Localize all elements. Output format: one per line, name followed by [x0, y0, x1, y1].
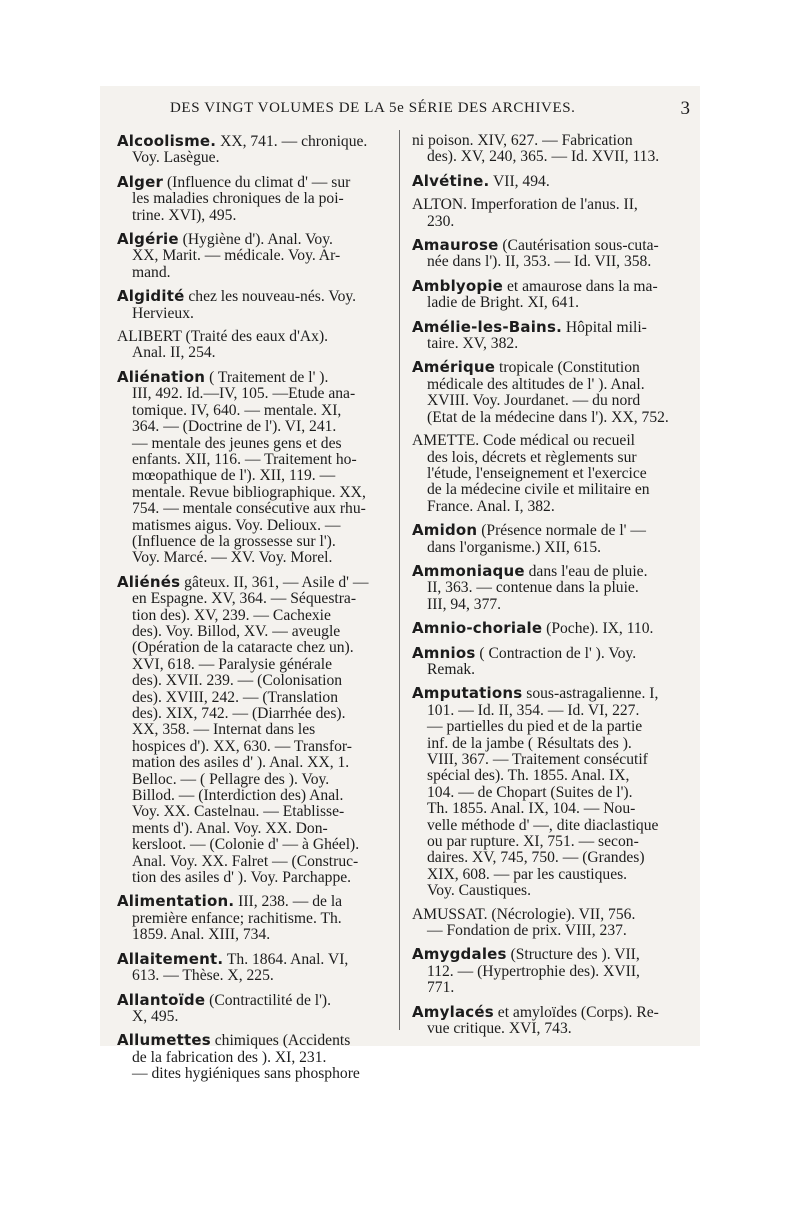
- index-entry: [412, 433, 687, 515]
- index-entry: [117, 174, 390, 224]
- index-entry: [117, 231, 390, 281]
- entry-text-line: chez les nouveau-nés. Voy.: [184, 288, 357, 306]
- entry-text-line: Remak.: [427, 660, 476, 678]
- page-number: 3: [680, 98, 690, 119]
- index-entry: [117, 1032, 390, 1082]
- entry-text-line: ALTON. Imperforation de l'anus. II,: [412, 196, 638, 214]
- entry-text-line: France. Anal. I, 382.: [427, 497, 555, 515]
- entry-text-line: ments d'). Anal. Voy. XX. Don-: [132, 819, 328, 837]
- entry-headword: Allaitement.: [117, 949, 224, 968]
- entry-text-line: des). XV, 240, 365. — Id. XVII, 113.: [427, 148, 660, 166]
- entry-text-line: trine. XVI), 495.: [132, 206, 237, 224]
- entry-text-line: des). XIX, 742. — (Diarrhée des).: [132, 705, 346, 722]
- entry-headword: Amidon: [412, 521, 478, 540]
- index-entry: [412, 133, 687, 166]
- index-entry: [117, 574, 390, 887]
- entry-text-line: Th. 1864. Anal. VI,: [223, 950, 349, 968]
- entry-text-line: XIX, 608. — par les caustiques.: [427, 865, 628, 883]
- entry-text-line: — dites hygiéniques sans phosphore: [132, 1065, 360, 1083]
- index-entry: [412, 645, 687, 679]
- entry-text-line: tion des asiles d' ). Voy. Parchappe.: [132, 869, 352, 887]
- entry-text-line: XX, 358. — Internat dans les: [132, 721, 316, 739]
- entry-headword: Amélie-les-Bains.: [412, 317, 562, 336]
- entry-text-line: II, 363. — contenue dans la pluie.: [427, 579, 639, 597]
- entry-text-line: ( Traitement de l' ).: [205, 368, 329, 386]
- entry-text-line: 754. — mentale consécutive aux rhu-: [132, 500, 366, 518]
- entry-text-line: tomique. IV, 640. — mentale. XI,: [132, 401, 342, 419]
- entry-text-line: inf. de la jambe ( Résultats des ).: [427, 734, 632, 752]
- entry-text-line: XVI, 618. — Paralysie générale: [132, 655, 333, 673]
- entry-text-line: médicale des altitudes de l' ). Anal.: [427, 375, 645, 393]
- index-entry: [412, 359, 687, 426]
- entry-headword: Aliénés: [117, 572, 181, 591]
- entry-text-line: kersloot. — (Colonie d' — à Ghéel).: [132, 836, 360, 854]
- left-column: [117, 133, 390, 1090]
- index-entry: [117, 893, 390, 943]
- entry-text-line: Voy. XX. Castelnau. — Etablisse-: [132, 803, 345, 821]
- entry-text-line: (Structure des ). VII,: [506, 946, 640, 964]
- index-entry: [117, 133, 390, 167]
- entry-text-line: VII, 494.: [489, 172, 550, 190]
- index-entry: [117, 992, 390, 1026]
- index-entry: [412, 685, 687, 899]
- entry-headword: Amylacés: [412, 1002, 494, 1021]
- entry-text-line: chimiques (Accidents: [210, 1032, 351, 1050]
- index-entry: [412, 173, 687, 190]
- entry-headword: Allumettes: [117, 1031, 211, 1050]
- index-entry: [412, 237, 687, 271]
- entry-text-line: Th. 1855. Anal. IX, 104. — Nou-: [427, 800, 636, 818]
- index-entry: [412, 197, 687, 230]
- entry-headword: Allantoïde: [117, 990, 206, 1009]
- entry-text-line: vue critique. XVI, 743.: [427, 1020, 572, 1038]
- entry-text-line: III, 94, 377.: [427, 595, 502, 613]
- index-entry: [117, 329, 390, 362]
- entry-headword: Amérique: [412, 358, 496, 377]
- entry-text-line: taire. XV, 382.: [427, 335, 519, 353]
- index-entry: [412, 620, 687, 637]
- entry-text-line: et amaurose dans la ma-: [503, 277, 658, 295]
- entry-text-line: XX, Marit. — médicale. Voy. Ar-: [132, 247, 341, 265]
- entry-text-line: sous-astragalienne. I,: [522, 685, 659, 703]
- index-entry: [412, 946, 687, 996]
- entry-text-line: Anal. Voy. XX. Falret — (Construc-: [132, 852, 359, 870]
- entry-text-line: (Contractilité de l').: [205, 991, 332, 1009]
- entry-text-line: gâteux. II, 361, — Asile d' —: [180, 573, 369, 591]
- entry-text-line: AMUSSAT. (Nécrologie). VII, 756.: [412, 905, 636, 923]
- entry-text-line: (Opération de la cataracte chez un).: [132, 639, 354, 657]
- entry-headword: Alimentation.: [117, 892, 235, 911]
- entry-text-line: et amyloïdes (Corps). Re-: [493, 1003, 659, 1021]
- entry-text-line: ( Contraction de l' ). Voy.: [475, 644, 637, 662]
- entry-text-line: X, 495.: [132, 1007, 179, 1025]
- index-entry: [412, 907, 687, 940]
- entry-text-line: 101. — Id. II, 354. — Id. VI, 227.: [427, 701, 640, 719]
- index-entry: [117, 369, 390, 567]
- entry-text-line: mand.: [132, 263, 171, 281]
- page-header: [170, 100, 690, 124]
- entry-headword: Amputations: [412, 684, 523, 703]
- entry-text-line: VIII, 367. — Traitement consécutif: [427, 751, 648, 768]
- entry-headword: Amnios: [412, 643, 476, 662]
- index-entry: [117, 951, 390, 985]
- entry-text-line: Voy. Caustiques.: [427, 882, 531, 900]
- running-title: DES VINGT VOLUMES DE LA 5e SÉRIE DES ARCHIVES.: [170, 100, 576, 116]
- entry-headword: Amaurose: [412, 236, 499, 255]
- entry-text-line: Belloc. — ( Pellagre des ). Voy.: [132, 770, 330, 788]
- right-column: [412, 133, 687, 1045]
- entry-text-line: AMETTE. Code médical ou recueil: [412, 432, 636, 450]
- column-divider: [399, 130, 400, 1030]
- entry-text-line: ou par rupture. XI, 751. — secon-: [427, 833, 639, 851]
- entry-text-line: les maladies chroniques de la poi-: [132, 190, 344, 208]
- entry-text-line: (Influence de la grossesse sur l').: [132, 532, 336, 550]
- entry-text-line: 364. — (Doctrine de l'). VI, 241.: [132, 418, 337, 436]
- entry-headword: Alvétine.: [412, 171, 490, 190]
- entry-text-line: Hôpital mili-: [561, 318, 647, 336]
- entry-text-line: tion des). XV, 239. — Cachexie: [132, 606, 331, 624]
- entry-headword: Ammoniaque: [412, 561, 525, 580]
- entry-text-line: Billod. — (Interdiction des) Anal.: [132, 787, 344, 805]
- entry-headword: Algérie: [117, 230, 179, 249]
- entry-text-line: enfants. XII, 116. — Traitement ho-: [132, 450, 357, 468]
- entry-text-line: daires. XV, 745, 750. — (Grandes): [427, 849, 645, 867]
- index-entry: [412, 319, 687, 353]
- entry-text-line: (Cautérisation sous-cuta-: [498, 237, 659, 255]
- entry-text-line: (Hygiène d'). Anal. Voy.: [178, 231, 333, 249]
- entry-text-line: XX, 741. — chronique.: [216, 133, 368, 150]
- entry-text-line: spécial des). Th. 1855. Anal. IX,: [427, 767, 630, 785]
- entry-text-line: de la fabrication des ). XI, 231.: [132, 1048, 327, 1066]
- entry-text-line: — Fondation de prix. VIII, 237.: [427, 922, 627, 940]
- entry-text-line: (Poche). IX, 110.: [542, 620, 654, 638]
- entry-text-line: III, 238. — de la: [234, 893, 343, 911]
- entry-text-line: des lois, décrets et règlements sur: [427, 448, 637, 466]
- entry-text-line: tropicale (Constitution: [495, 359, 640, 377]
- entry-headword: Aliénation: [117, 367, 206, 386]
- entry-text-line: 771.: [427, 979, 455, 997]
- entry-headword: Amblyopie: [412, 276, 504, 295]
- entry-text-line: des). XVIII, 242. — (Translation: [132, 688, 339, 706]
- entry-text-line: 613. — Thèse. X, 225.: [132, 967, 274, 985]
- entry-text-line: III, 492. Id.—IV, 105. —Etude ana-: [132, 385, 356, 403]
- entry-text-line: hospices d'). XX, 630. — Transfor-: [132, 737, 352, 755]
- entry-text-line: ladie de Bright. XI, 641.: [427, 294, 580, 312]
- index-entry: [117, 288, 390, 322]
- index-entry: [412, 563, 687, 613]
- entry-text-line: première enfance; rachitisme. Th.: [132, 909, 342, 927]
- entry-headword: Amygdales: [412, 945, 507, 964]
- entry-text-line: Hervieux.: [132, 304, 194, 322]
- entry-text-line: matismes aigus. Voy. Delioux. —: [132, 516, 341, 534]
- entry-text-line: Voy. Marcé. — XV. Voy. Morel.: [132, 549, 333, 567]
- entry-text-line: 112. — (Hypertrophie des). XVII,: [427, 962, 640, 980]
- entry-text-line: (Présence normale de l' —: [477, 522, 646, 540]
- entry-headword: Alcoolisme.: [117, 132, 217, 150]
- entry-text-line: ni poison. XIV, 627. — Fabrication: [412, 132, 633, 149]
- entry-text-line: mœopathique de l'). XII, 119. —: [132, 467, 336, 485]
- entry-text-line: née dans l'). II, 353. — Id. VII, 358.: [427, 253, 652, 271]
- index-entry: [412, 522, 687, 556]
- entry-text-line: dans l'eau de pluie.: [524, 562, 648, 580]
- index-entry: [412, 1004, 687, 1038]
- entry-text-line: des). Voy. Billod, XV. — aveugle: [132, 622, 341, 640]
- entry-text-line: (Etat de la médecine dans l'). XX, 752.: [427, 408, 669, 426]
- entry-headword: Amnio-choriale: [412, 619, 543, 638]
- entry-text-line: de la médecine civile et militaire en: [427, 481, 650, 499]
- entry-text-line: 230.: [427, 212, 455, 230]
- entry-text-line: en Espagne. XV, 364. — Séquestra-: [132, 590, 357, 608]
- entry-text-line: XVIII. Voy. Jourdanet. — du nord: [427, 392, 641, 410]
- entry-text-line: mation des asiles d' ). Anal. XX, 1.: [132, 754, 350, 772]
- entry-text-line: (Influence du climat d' — sur: [163, 173, 351, 191]
- index-entry: [412, 278, 687, 312]
- entry-text-line: dans l'organisme.) XII, 615.: [427, 538, 602, 556]
- entry-text-line: 104. — de Chopart (Suites de l').: [427, 783, 633, 801]
- entry-text-line: mentale. Revue bibliographique. XX,: [132, 483, 366, 501]
- entry-text-line: — partielles du pied et de la partie: [427, 718, 643, 736]
- entry-text-line: ALIBERT (Traité des eaux d'Ax).: [117, 328, 329, 346]
- entry-text-line: Voy. Lasègue.: [132, 149, 220, 167]
- entry-text-line: des). XVII. 239. — (Colonisation: [132, 672, 343, 690]
- entry-text-line: velle méthode d' —, dite diaclastique: [427, 816, 659, 834]
- entry-headword: Algidité: [117, 287, 185, 306]
- entry-text-line: 1859. Anal. XIII, 734.: [132, 926, 271, 944]
- entry-text-line: — mentale des jeunes gens et des: [132, 434, 342, 452]
- entry-headword: Alger: [117, 172, 164, 191]
- entry-text-line: l'étude, l'enseignement et l'exercice: [427, 464, 647, 482]
- entry-text-line: Anal. II, 254.: [132, 344, 216, 362]
